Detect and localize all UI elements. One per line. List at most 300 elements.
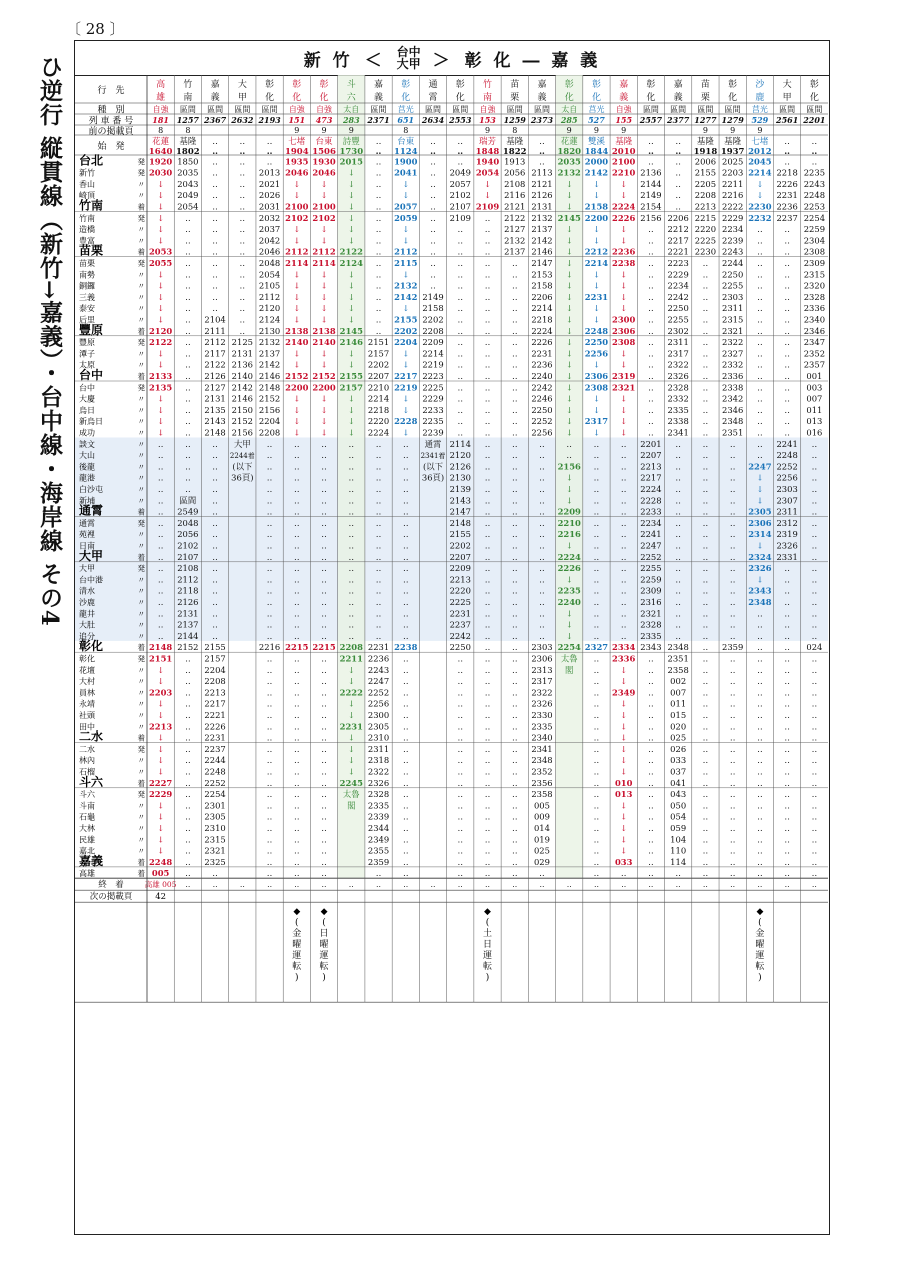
train-time: 2341 — [531, 743, 553, 754]
train-time: ‥ — [648, 845, 654, 856]
train-time: ↓ — [157, 811, 165, 822]
train-time: ‥ — [729, 789, 736, 800]
train-time: ‥ — [784, 156, 790, 167]
train-prev: 9 — [348, 126, 354, 135]
train-time: 2335 — [667, 404, 689, 415]
train-time: ‥ — [402, 664, 409, 675]
title-gt: ＞ — [432, 50, 453, 71]
train-type: 區間 — [533, 105, 550, 114]
train-time: ↓ — [620, 269, 628, 280]
train-time: ‥ — [702, 608, 709, 619]
train-time: ↓ — [756, 190, 764, 201]
train-time: ‥ — [457, 664, 464, 675]
train-time: ‥ — [212, 246, 218, 257]
train-time: 2114 — [449, 438, 471, 449]
train-time: ‥ — [321, 619, 327, 630]
station-suffix: 〃 — [137, 711, 145, 720]
train-time: ‥ — [593, 868, 600, 879]
train-time: ↓ — [293, 291, 301, 302]
train-time: ↓ — [565, 201, 573, 212]
train-time: ‥ — [702, 732, 709, 743]
train-time: ‥ — [266, 845, 273, 856]
train-time: 2248 — [584, 325, 609, 336]
train-time: 2025 — [721, 156, 744, 167]
train-time: ‥ — [729, 450, 736, 461]
title-mid-top: 台中 — [396, 45, 421, 59]
train-prev: 9 — [321, 126, 327, 135]
train-time: ‥ — [484, 371, 491, 381]
train-time: ‥ — [539, 438, 545, 449]
train-time: ‥ — [539, 450, 545, 461]
train-time: ‥ — [375, 201, 382, 212]
train-time: ‥ — [239, 156, 246, 167]
train-time: 2317 — [531, 676, 553, 687]
train-time: ‥ — [648, 393, 654, 404]
train-time: ‥ — [212, 574, 218, 585]
train-time: 2321 — [612, 382, 636, 393]
train-time: ‥ — [784, 314, 790, 325]
train-time: ‥ — [157, 608, 164, 619]
train-time: ‥ — [402, 472, 409, 483]
train-time: ↓ — [565, 359, 573, 370]
train-time: ‥ — [675, 540, 681, 551]
train-dest: 化 — [564, 93, 574, 103]
train-time: ‥ — [702, 382, 709, 393]
train-time: ‥ — [294, 676, 300, 687]
station-name: 豐原 — [79, 338, 95, 348]
train-dest: 化 — [401, 93, 411, 103]
train-time: ‥ — [185, 461, 191, 472]
train-time: ‥ — [457, 687, 464, 698]
train-time: 2335 — [531, 721, 553, 732]
train-time: 2250 — [449, 642, 471, 653]
train-time: 2217 — [204, 698, 226, 709]
station-name: 成功 — [79, 428, 95, 438]
train-time: ‥ — [430, 235, 436, 246]
train-time: ‥ — [757, 755, 763, 766]
train-time: ‥ — [784, 710, 790, 720]
train-num: 473 — [315, 115, 333, 125]
train-time: ‥ — [484, 258, 491, 268]
train-time: 2220 — [367, 416, 390, 427]
station-name: 台中 — [79, 383, 95, 393]
station-suffix: 〃 — [137, 609, 145, 619]
train-time: 2339 — [367, 811, 390, 822]
title-right: 彰 化 ― 嘉 義 — [464, 50, 601, 71]
train-time: ↓ — [565, 337, 573, 348]
train-time: ‥ — [702, 789, 709, 800]
train-time: 2142 — [531, 235, 553, 246]
train-time: ‥ — [675, 619, 681, 630]
train-time: ‥ — [375, 325, 382, 336]
train-time: ‥ — [457, 743, 464, 754]
train-num: 155 — [615, 115, 633, 125]
train-time: 003 — [806, 382, 823, 393]
train-time: ‥ — [185, 224, 191, 235]
train-time: 2055 — [148, 258, 173, 268]
train-time: ↓ — [320, 291, 328, 302]
train-dest: 化 — [646, 93, 656, 103]
train-time: 2202 — [422, 314, 444, 325]
station-name: 後龍 — [79, 462, 95, 472]
train-time: ‥ — [784, 845, 790, 856]
train-time: ‥ — [675, 597, 681, 607]
train-time: 2224 — [367, 427, 390, 438]
train-time: ‥ — [402, 517, 409, 528]
train-time: ‥ — [702, 393, 709, 404]
train-time: ‥ — [185, 800, 191, 811]
train-time: ‥ — [729, 834, 736, 845]
train-time: 043 — [670, 789, 687, 800]
train-time: ↓ — [157, 766, 165, 777]
station-name: 清水 — [79, 586, 95, 596]
train-time: ‥ — [484, 676, 491, 687]
train-time: ‥ — [784, 393, 790, 404]
train-time: 2232 — [748, 212, 772, 223]
train-time: ‥ — [294, 845, 300, 856]
station-name: 斗六 — [79, 790, 95, 800]
train-time: ‥ — [702, 597, 709, 607]
train-origin-time: 1848 — [475, 147, 500, 157]
station-suffix: 発 — [137, 744, 145, 754]
train-time: ‥ — [402, 834, 409, 845]
train-time: ‥ — [539, 156, 545, 167]
train-time: ‥ — [484, 811, 491, 822]
train-time: ‥ — [321, 551, 327, 562]
train-time: ↓ — [620, 721, 628, 732]
train-time: ‥ — [675, 574, 681, 585]
train-time: ‥ — [675, 438, 681, 449]
train-time: ‥ — [402, 585, 409, 596]
train-time: ‥ — [811, 551, 818, 562]
train-time: 2109 — [449, 212, 471, 223]
train-time: ‥ — [375, 484, 382, 494]
train-time: ‥ — [484, 529, 491, 540]
train-time: 2215 — [312, 642, 336, 653]
train-time: ‥ — [620, 495, 627, 506]
train-time: 2000 — [584, 156, 609, 167]
station-suffix: 〃 — [137, 699, 145, 709]
train-time: ‥ — [729, 529, 736, 540]
train-dest: 彰 — [265, 80, 275, 90]
train-time: 2132 — [504, 235, 526, 246]
train-time: ‥ — [266, 868, 273, 879]
train-time: ‥ — [484, 438, 491, 449]
train-time: 2243 — [721, 246, 744, 257]
train-time: 2328 — [640, 619, 662, 630]
train-time: 2147 — [449, 506, 471, 517]
train-time: 016 — [806, 427, 823, 438]
station-suffix: 着 — [137, 869, 145, 879]
train-time: ‥ — [511, 732, 518, 743]
train-time: ‥ — [593, 472, 600, 483]
station-name: 通霄 — [79, 518, 95, 528]
train-time: ‥ — [511, 427, 518, 438]
train-time: ↓ — [347, 404, 355, 415]
station-suffix: 〃 — [137, 801, 145, 811]
train-time: ↓ — [293, 314, 301, 325]
train-time: 2056 — [177, 529, 199, 540]
train-time: ‥ — [757, 348, 763, 359]
train-time: ‥ — [430, 280, 436, 291]
train-time: ‥ — [375, 280, 382, 291]
train-time: 2322 — [367, 766, 390, 777]
train-time: ↓ — [592, 178, 600, 189]
train-time: ‥ — [484, 630, 491, 641]
train-dest: 義 — [210, 93, 220, 103]
train-time: ‥ — [511, 359, 518, 370]
train-time: 020 — [670, 721, 687, 732]
train-time: 2155 — [204, 642, 226, 653]
train-time: 2311 — [721, 303, 744, 314]
train-time: 2222 — [721, 201, 744, 212]
train-time: ‥ — [239, 258, 246, 268]
station-suffix: 〃 — [137, 677, 145, 687]
station-suffix: 〃 — [137, 586, 145, 596]
train-time: ‥ — [212, 280, 218, 291]
train-time: ‥ — [239, 280, 246, 291]
train-time: ↓ — [320, 224, 328, 235]
train-time: 2319 — [776, 529, 798, 540]
train-time: ‥ — [321, 721, 327, 732]
train-time: ‥ — [321, 450, 327, 461]
train-time: ‥ — [784, 608, 790, 619]
train-time: ‥ — [511, 574, 518, 585]
train-time: ‥ — [457, 427, 464, 438]
train-time: ‥ — [484, 574, 491, 585]
train-dest: 甲 — [782, 93, 792, 103]
train-time: 2244 — [204, 755, 226, 766]
train-time: 2148 — [449, 517, 471, 528]
train-time: 2351 — [721, 427, 744, 438]
train-prev: 9 — [621, 126, 627, 135]
station-suffix: 〃 — [137, 349, 145, 359]
train-time: 2313 — [531, 664, 553, 675]
train-time: ‥ — [375, 246, 382, 257]
terminal-cell: ‥ — [212, 880, 218, 890]
train-time: 2245 — [339, 777, 363, 788]
train-time: 2132 — [394, 280, 418, 291]
station-suffix: 着 — [137, 202, 145, 212]
station-name: 沙鹿 — [79, 598, 95, 607]
train-time: ↓ — [347, 416, 355, 427]
train-time: ‥ — [648, 348, 654, 359]
train-time: ‥ — [511, 314, 518, 325]
station-suffix: 〃 — [137, 631, 145, 641]
train-time: ‥ — [457, 755, 464, 766]
train-time: ‥ — [648, 766, 654, 777]
station-name: 嘉北 — [79, 846, 95, 856]
train-time: 2057 — [394, 201, 418, 212]
station-name: 二水 — [79, 729, 104, 744]
train-time: 033 — [614, 856, 633, 867]
train-time: ‥ — [811, 517, 818, 528]
train-time: ‥ — [511, 348, 518, 359]
train-time: 2219 — [394, 382, 418, 393]
train-time: 2310 — [204, 823, 226, 833]
train-time: ↓ — [565, 371, 573, 381]
train-time: ↓ — [620, 359, 628, 370]
train-time: ‥ — [539, 461, 545, 472]
train-time: 013 — [806, 416, 823, 427]
train-time: ‥ — [348, 450, 355, 461]
train-num: 153 — [479, 115, 496, 125]
page-number: 〔 28 〕 — [66, 20, 125, 38]
train-time: 2220 — [694, 224, 717, 235]
train-time: ‥ — [675, 178, 681, 189]
train-dest: 竹 — [482, 80, 493, 90]
train-time: 2054 — [177, 201, 199, 212]
train-time: 2048 — [258, 258, 281, 268]
station-name: 新烏日 — [79, 417, 103, 427]
train-time: 2239 — [422, 427, 444, 438]
train-time: ‥ — [702, 450, 709, 461]
train-time: ‥ — [375, 167, 382, 178]
station-name: 嘉義 — [79, 853, 104, 868]
train-time: 2252 — [204, 777, 226, 788]
train-time: ‥ — [757, 450, 763, 461]
train-time: ‥ — [185, 823, 191, 833]
train-time: 010 — [614, 777, 633, 788]
train-time: 2334 — [612, 642, 636, 653]
train-time: 2202 — [367, 359, 390, 370]
train-time: ‥ — [702, 777, 709, 788]
train-time: 2228 — [640, 495, 662, 506]
train-time: ‥ — [539, 574, 545, 585]
train-time: 2305 — [748, 506, 772, 517]
train-time: ‥ — [784, 371, 790, 381]
station-suffix: 〃 — [137, 530, 145, 540]
train-time: 區間 — [179, 495, 197, 506]
train-dest: 南 — [482, 93, 493, 103]
train-time: ‥ — [157, 484, 164, 494]
train-time: ‥ — [702, 325, 709, 336]
train-time: ‥ — [648, 856, 654, 867]
train-time: ‥ — [157, 551, 164, 562]
train-time: ↓ — [157, 269, 165, 280]
terminal-cell: ‥ — [730, 880, 736, 890]
train-time: 2155 — [394, 314, 418, 325]
train-time: ‥ — [266, 653, 273, 664]
train-time: 009 — [533, 811, 550, 822]
train-time: ‥ — [593, 834, 600, 845]
note-char: ◆ — [756, 907, 764, 918]
train-time: 2131 — [177, 608, 199, 619]
train-time: ↓ — [483, 178, 492, 189]
terminal-cell: ‥ — [621, 880, 627, 890]
train-time: ‥ — [185, 710, 191, 720]
train-time: ‥ — [757, 834, 763, 845]
train-time: 2309 — [803, 258, 826, 268]
train-time: ‥ — [757, 823, 763, 833]
train-time: ‥ — [757, 811, 763, 822]
train-type: 區間 — [806, 105, 823, 114]
train-time: ‥ — [784, 755, 790, 766]
train-time: ‥ — [212, 551, 218, 562]
train-time: ‥ — [321, 585, 327, 596]
train-time: ‥ — [375, 314, 382, 325]
station-name: 台中港 — [79, 575, 103, 585]
train-origin: 台東 — [397, 137, 415, 147]
row-label-terminal: 終 着 — [98, 880, 124, 891]
train-time: ‥ — [702, 698, 709, 709]
train-time: ↓ — [347, 427, 355, 438]
train-num: 2634 — [421, 115, 445, 125]
train-time: ↓ — [620, 743, 628, 754]
train-time: ‥ — [321, 563, 327, 574]
train-time: 2054 — [475, 167, 500, 178]
train-time: ‥ — [511, 687, 518, 698]
train-time: 2216 — [557, 529, 581, 540]
train-time: ‥ — [157, 461, 164, 472]
train-time: ↓ — [620, 348, 628, 359]
train-time: ‥ — [457, 348, 464, 359]
train-time: ‥ — [185, 427, 191, 438]
train-time: ‥ — [511, 438, 518, 449]
train-time: ‥ — [593, 574, 600, 585]
train-time: ‥ — [266, 687, 273, 698]
train-time: 2138 — [312, 325, 336, 336]
train-time: 2131 — [231, 348, 254, 359]
train-time: ↓ — [565, 382, 573, 393]
train-time: ‥ — [484, 314, 491, 325]
train-time: ↓ — [157, 393, 165, 404]
train-time: ‥ — [321, 461, 327, 472]
train-time: ‥ — [757, 743, 763, 754]
train-time: 2127 — [504, 224, 526, 235]
train-time: ‥ — [185, 732, 191, 743]
train-time: ‥ — [185, 687, 191, 698]
train-num: 285 — [560, 115, 578, 125]
train-time: ‥ — [484, 732, 491, 743]
train-time: ↓ — [565, 224, 573, 235]
train-time: ‥ — [266, 574, 273, 585]
train-time: ‥ — [484, 664, 491, 675]
train-time: ‥ — [811, 755, 818, 766]
train-time: 2048 — [177, 517, 199, 528]
train-time: ‥ — [620, 630, 627, 641]
train-time: 2152 — [177, 642, 199, 653]
train-time: ‥ — [212, 461, 218, 472]
train-time: ‥ — [811, 811, 818, 822]
train-origin: 基隆 — [179, 137, 197, 147]
train-time: 2254 — [557, 642, 581, 653]
train-time: ‥ — [675, 190, 681, 201]
train-time: ‥ — [811, 563, 818, 574]
train-time: ‥ — [185, 348, 191, 359]
train-time: ↓ — [347, 755, 355, 766]
train-time: ‥ — [784, 630, 790, 641]
station-suffix: 着 — [137, 552, 145, 562]
station-suffix: 〃 — [137, 417, 145, 427]
train-time: 2049 — [449, 167, 471, 178]
train-time: ‥ — [648, 868, 654, 879]
train-time: 2152 — [285, 371, 309, 381]
train-time: 2303 — [776, 484, 798, 494]
train-time: ‥ — [784, 258, 790, 268]
train-time: 2124 — [258, 314, 281, 325]
train-time: 2341 — [667, 427, 689, 438]
train-time: ‥ — [375, 574, 382, 585]
train-time: 2326 — [531, 698, 553, 709]
train-time: ‥ — [702, 258, 709, 268]
station-name: 彰化 — [79, 654, 95, 664]
train-time: ‥ — [784, 224, 790, 235]
train-time: 2223 — [422, 371, 444, 381]
train-num: 2193 — [258, 115, 281, 125]
train-time: ‥ — [484, 766, 491, 777]
train-time: ‥ — [185, 777, 191, 788]
